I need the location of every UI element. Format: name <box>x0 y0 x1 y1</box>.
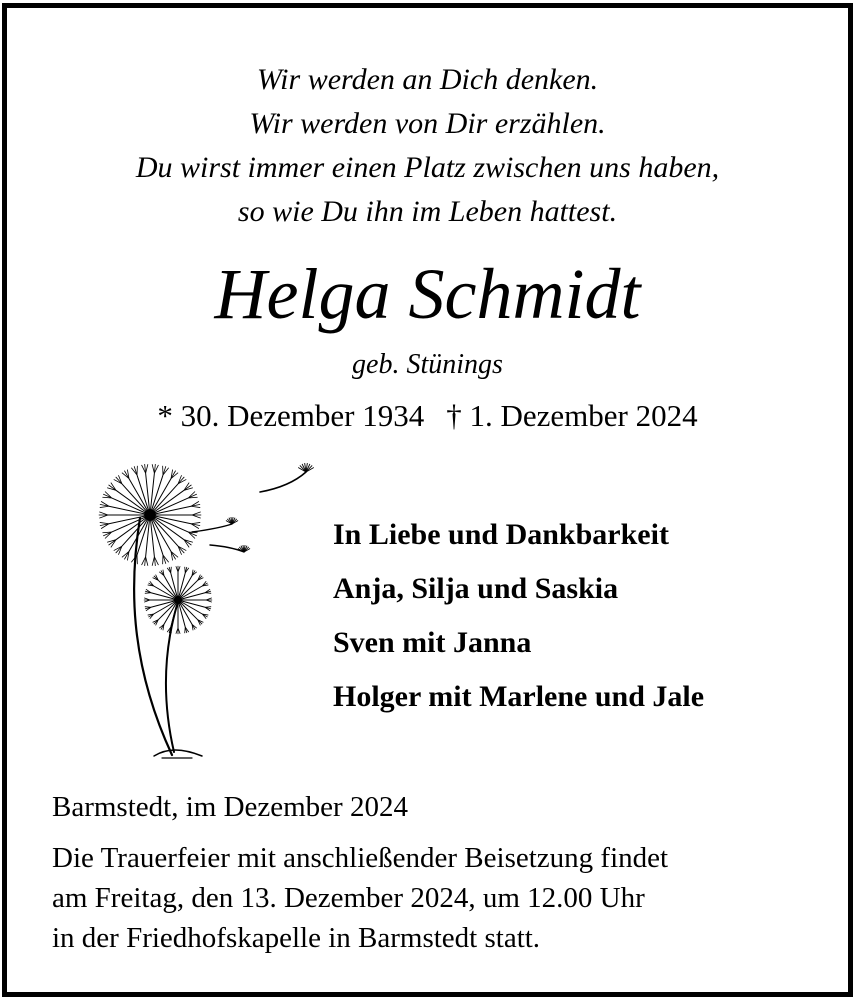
funeral-line: in der Friedhofskapelle in Barmstedt statt. <box>52 922 541 954</box>
life-dates <box>7 396 848 436</box>
poem <box>7 58 848 234</box>
funeral-line: Die Trauerfeier mit anschließender Beisetzung findet <box>52 842 669 874</box>
maiden-name: geb. Stünings <box>352 349 503 380</box>
poem-line: Du wirst immer einen Platz zwischen uns haben, <box>135 151 720 184</box>
funeral-notice <box>52 838 668 958</box>
funeral-line: am Freitag, den 13. Dezember 2024, um 12.00 Uhr <box>52 882 645 914</box>
poem-line: so wie Du ihn im Leben hattest. <box>237 195 618 228</box>
mourners-line: Anja, Silja und Saskia <box>333 572 619 605</box>
poem-line: Wir werden von Dir erzählen. <box>249 107 606 140</box>
poem-line: Wir werden an Dich denken. <box>256 63 599 96</box>
mourners-line: Holger mit Marlene und Jale <box>333 680 705 713</box>
death-date: † 1. Dezember 2024 <box>446 398 698 433</box>
obituary-frame <box>2 3 853 997</box>
deceased-name: Helga Schmidt <box>214 254 641 334</box>
dandelion-icon <box>92 460 332 770</box>
mourners-list <box>333 508 704 724</box>
mourners-line: In Liebe und Dankbarkeit <box>333 518 669 551</box>
mourners-line: Sven mit Janna <box>333 626 532 659</box>
birth-date: * 30. Dezember 1934 <box>157 398 425 433</box>
place-date: Barmstedt, im Dezember 2024 <box>52 791 408 823</box>
